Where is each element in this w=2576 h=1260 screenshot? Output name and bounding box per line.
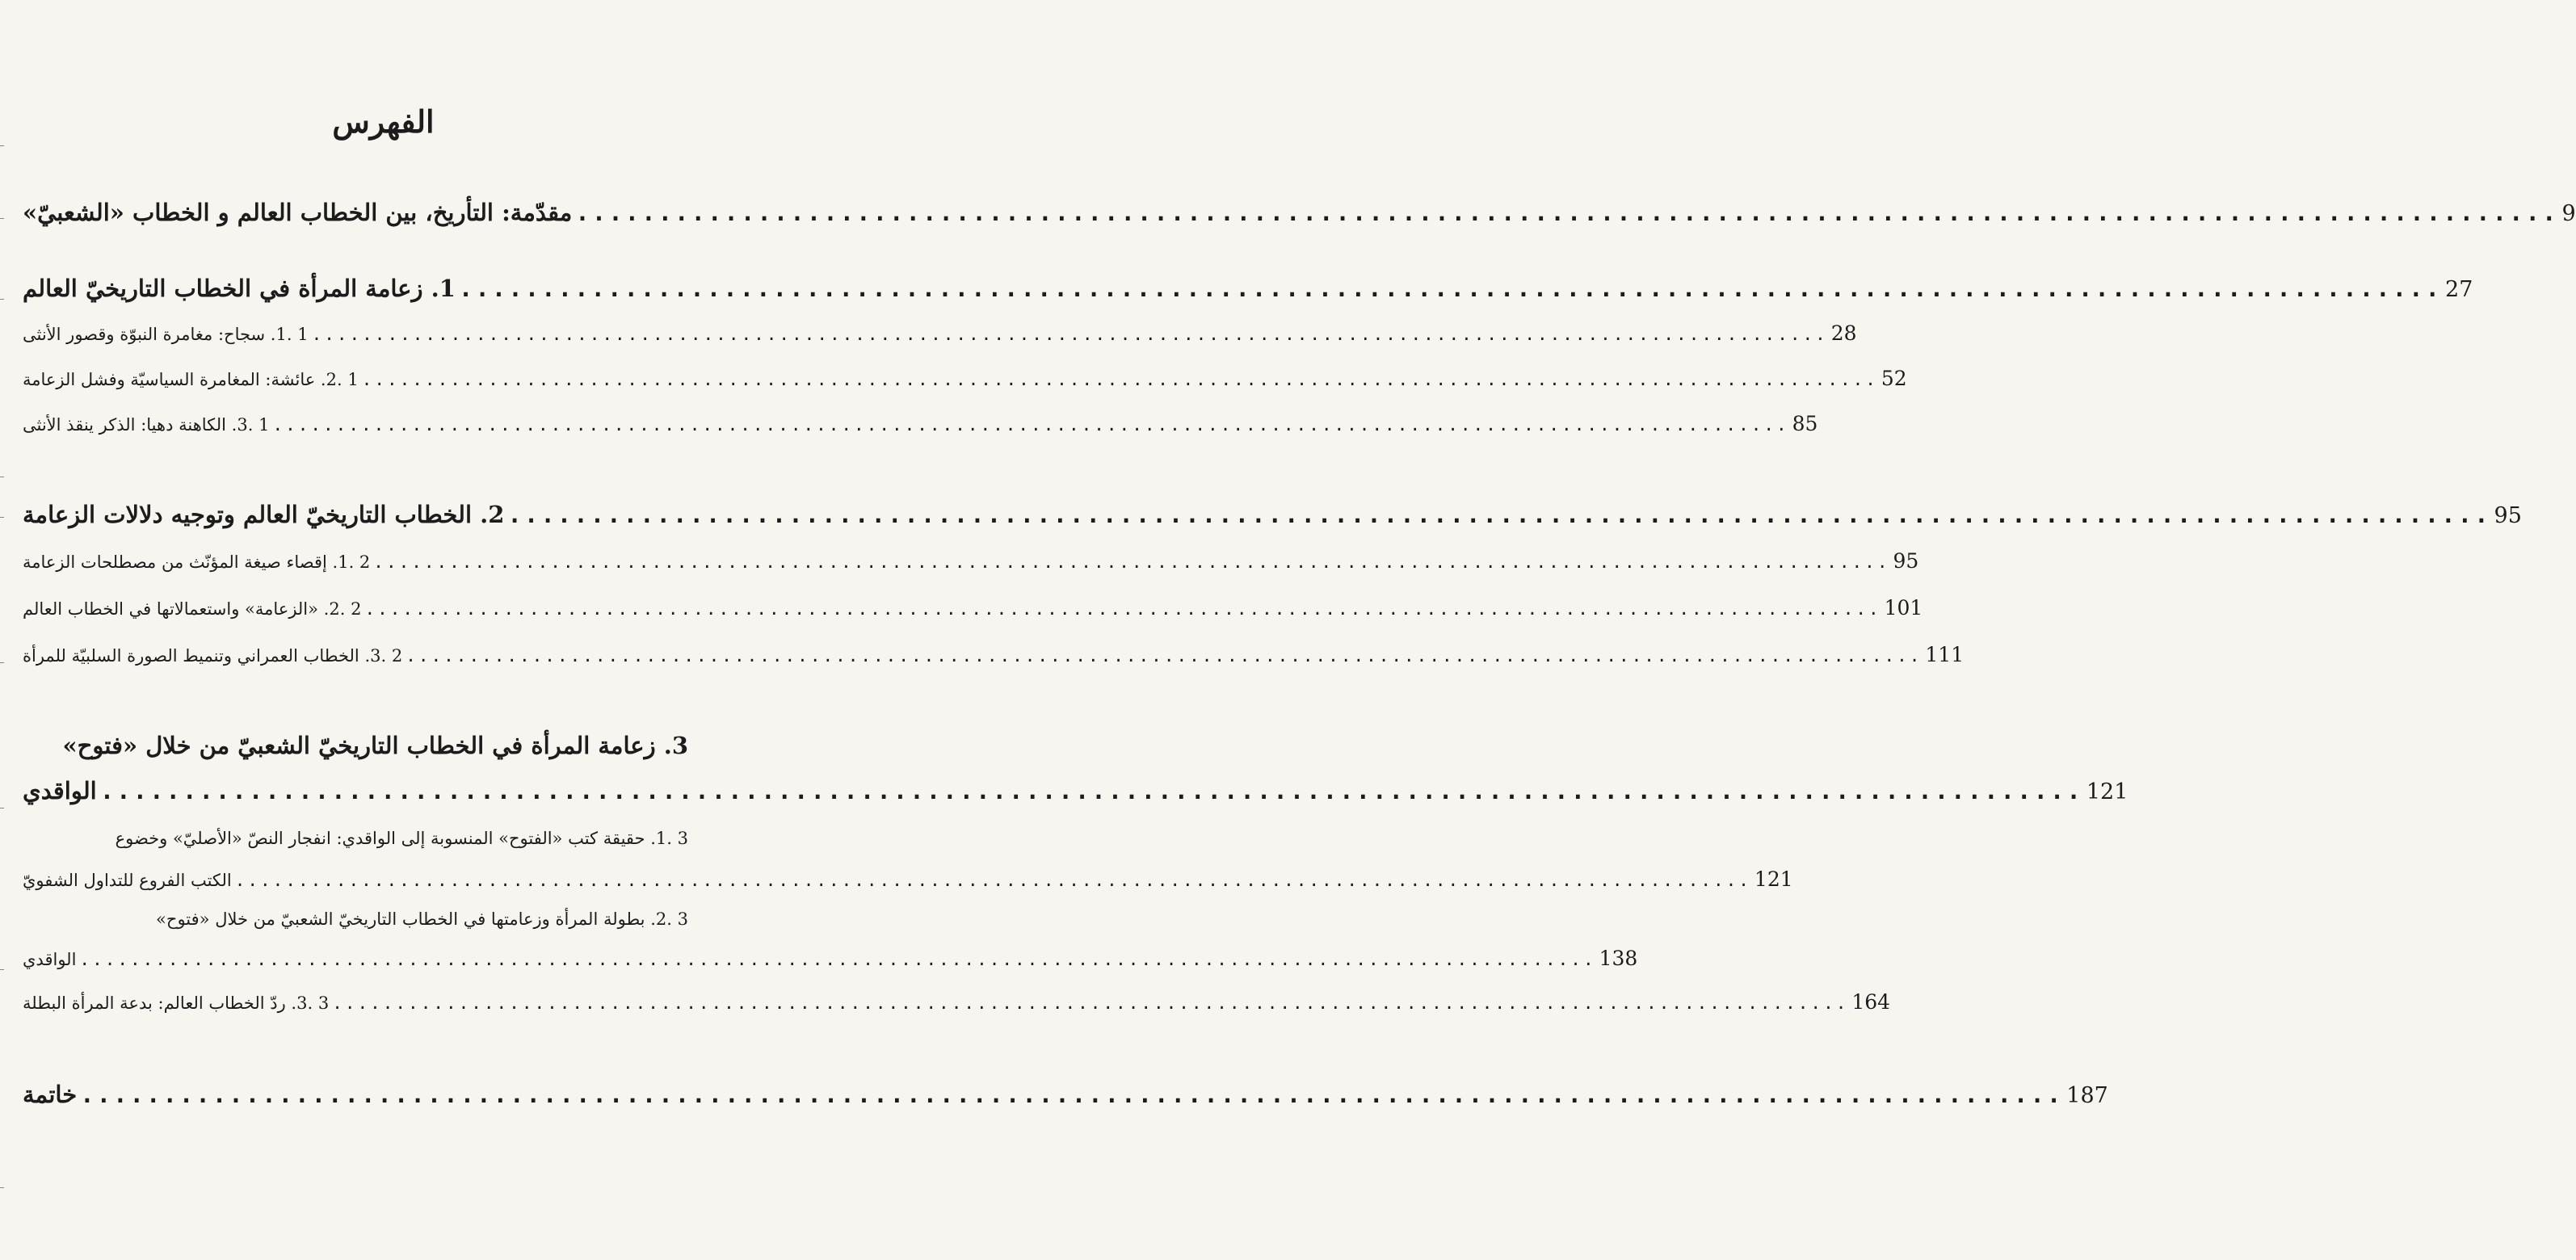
toc-entry-intro <box>23 199 2576 236</box>
page-number: 28 <box>1830 321 1857 345</box>
entry-title: 2 .1. إقصاء صيغة المؤنّث من مصطلحات الزعامة <box>23 552 371 572</box>
page-number: 85 <box>1792 412 1818 435</box>
dot-leader: ........................................................................................................................ <box>406 646 1923 666</box>
toc-entry-3-2-line-1: 3 .2. بطولة المرأة وزعامتها في الخطاب التاريخيّ الشعبيّ من خلال «فتوح» <box>156 909 688 929</box>
entry-title: 1. زعامة المرأة في الخطاب التاريخيّ العالم <box>23 275 456 302</box>
dot-leader: ........................................................................................................................ <box>99 777 2083 804</box>
dot-leader: ........................................................................................................................ <box>234 871 1751 890</box>
entry-title: 2 .3. الخطاب العمراني وتنميط الصورة السلبيّة للمرأة <box>23 646 403 666</box>
entry-title: 1 .1. سجاح: مغامرة النبوّة وقصور الأنثى <box>23 325 309 344</box>
page-number: 95 <box>1893 549 1919 573</box>
page-number: 95 <box>2494 503 2522 528</box>
toc-entry-2-3 <box>23 643 1965 680</box>
dot-leader: ........................................................................................................................ <box>507 501 2491 528</box>
dot-leader: ........................................................................................................................ <box>332 993 1849 1013</box>
toc-entry-3-3 <box>23 990 1891 1027</box>
toc-entry-chapter-3-line-1: 3. زعامة المرأة في الخطاب التاريخيّ الشعبيّ من خلال «فتوح» <box>62 732 688 759</box>
dot-leader: ........................................................................................................................ <box>272 415 1789 435</box>
page-number: 27 <box>2445 277 2473 302</box>
toc-entry-3-2 <box>23 947 1638 984</box>
entry-title: 3 .3. ردّ الخطاب العالم: بدعة المرأة البطلة <box>23 993 330 1013</box>
dot-leader: ........................................................................................................................ <box>79 950 1596 969</box>
page-number: 121 <box>1754 867 1793 891</box>
binding-margin <box>0 0 5 1260</box>
dot-leader: ........................................................................................................................ <box>80 1081 2064 1108</box>
entry-title: خاتمة <box>23 1081 78 1108</box>
page-number: 111 <box>1925 643 1965 666</box>
toc-entry-2-2 <box>23 596 1923 633</box>
page-number: 187 <box>2066 1083 2108 1108</box>
toc-entry-conclusion <box>23 1081 2108 1118</box>
page-number: 121 <box>2086 779 2128 804</box>
entry-title: 2. الخطاب التاريخيّ العالم وتوجيه دلالات الزعامة <box>23 501 505 528</box>
toc-entry-1-1 <box>23 321 1857 359</box>
dot-leader: ........................................................................................................................ <box>361 370 1878 389</box>
toc-entry-1-3 <box>23 412 1818 449</box>
toc-entry-2-1 <box>23 549 1919 586</box>
dot-leader: ........................................................................................................................ <box>311 325 1828 344</box>
dot-leader: ........................................................................................................................ <box>575 199 2559 226</box>
entry-title: الواقدي <box>23 777 97 804</box>
dot-leader: ........................................................................................................................ <box>364 599 1881 619</box>
entry-title: 1 .3. الكاهنة دهيا: الذكر ينقذ الأنثى <box>23 415 270 435</box>
page-number: 164 <box>1851 990 1891 1014</box>
toc-entry-chapter-2 <box>23 501 2522 538</box>
page-title: الفهرس <box>332 103 435 140</box>
page-number: 138 <box>1599 947 1638 970</box>
page-number: 101 <box>1884 596 1923 620</box>
dot-leader: ........................................................................................................................ <box>373 552 1890 572</box>
page-number: 9 <box>2561 201 2576 226</box>
entry-title: 2 .2. «الزعامة» واستعمالاتها في الخطاب العالم <box>23 599 362 619</box>
toc-entry-3-1-line-1: 3 .1. حقيقة كتب «الفتوح» المنسوبة إلى الواقدي: انفجار النصّ «الأصليّ» وخضوع <box>115 829 688 848</box>
toc-entry-chapter-1 <box>23 275 2473 312</box>
page-number: 52 <box>1881 367 1907 390</box>
toc-entry-chapter-3 <box>23 777 2128 814</box>
entry-title: الواقدي <box>23 950 77 969</box>
toc-entry-3-1 <box>23 867 1793 905</box>
entry-title: الكتب الفروع للتداول الشفويّ <box>23 871 232 890</box>
entry-title: 1 .2. عائشة: المغامرة السياسيّة وفشل الزعامة <box>23 370 359 389</box>
dot-leader: ........................................................................................................................ <box>458 275 2443 302</box>
entry-title: مقدّمة: التأريخ، بين الخطاب العالم و الخطاب «الشعبيّ» <box>23 199 573 226</box>
toc-entry-1-2 <box>23 367 1907 404</box>
